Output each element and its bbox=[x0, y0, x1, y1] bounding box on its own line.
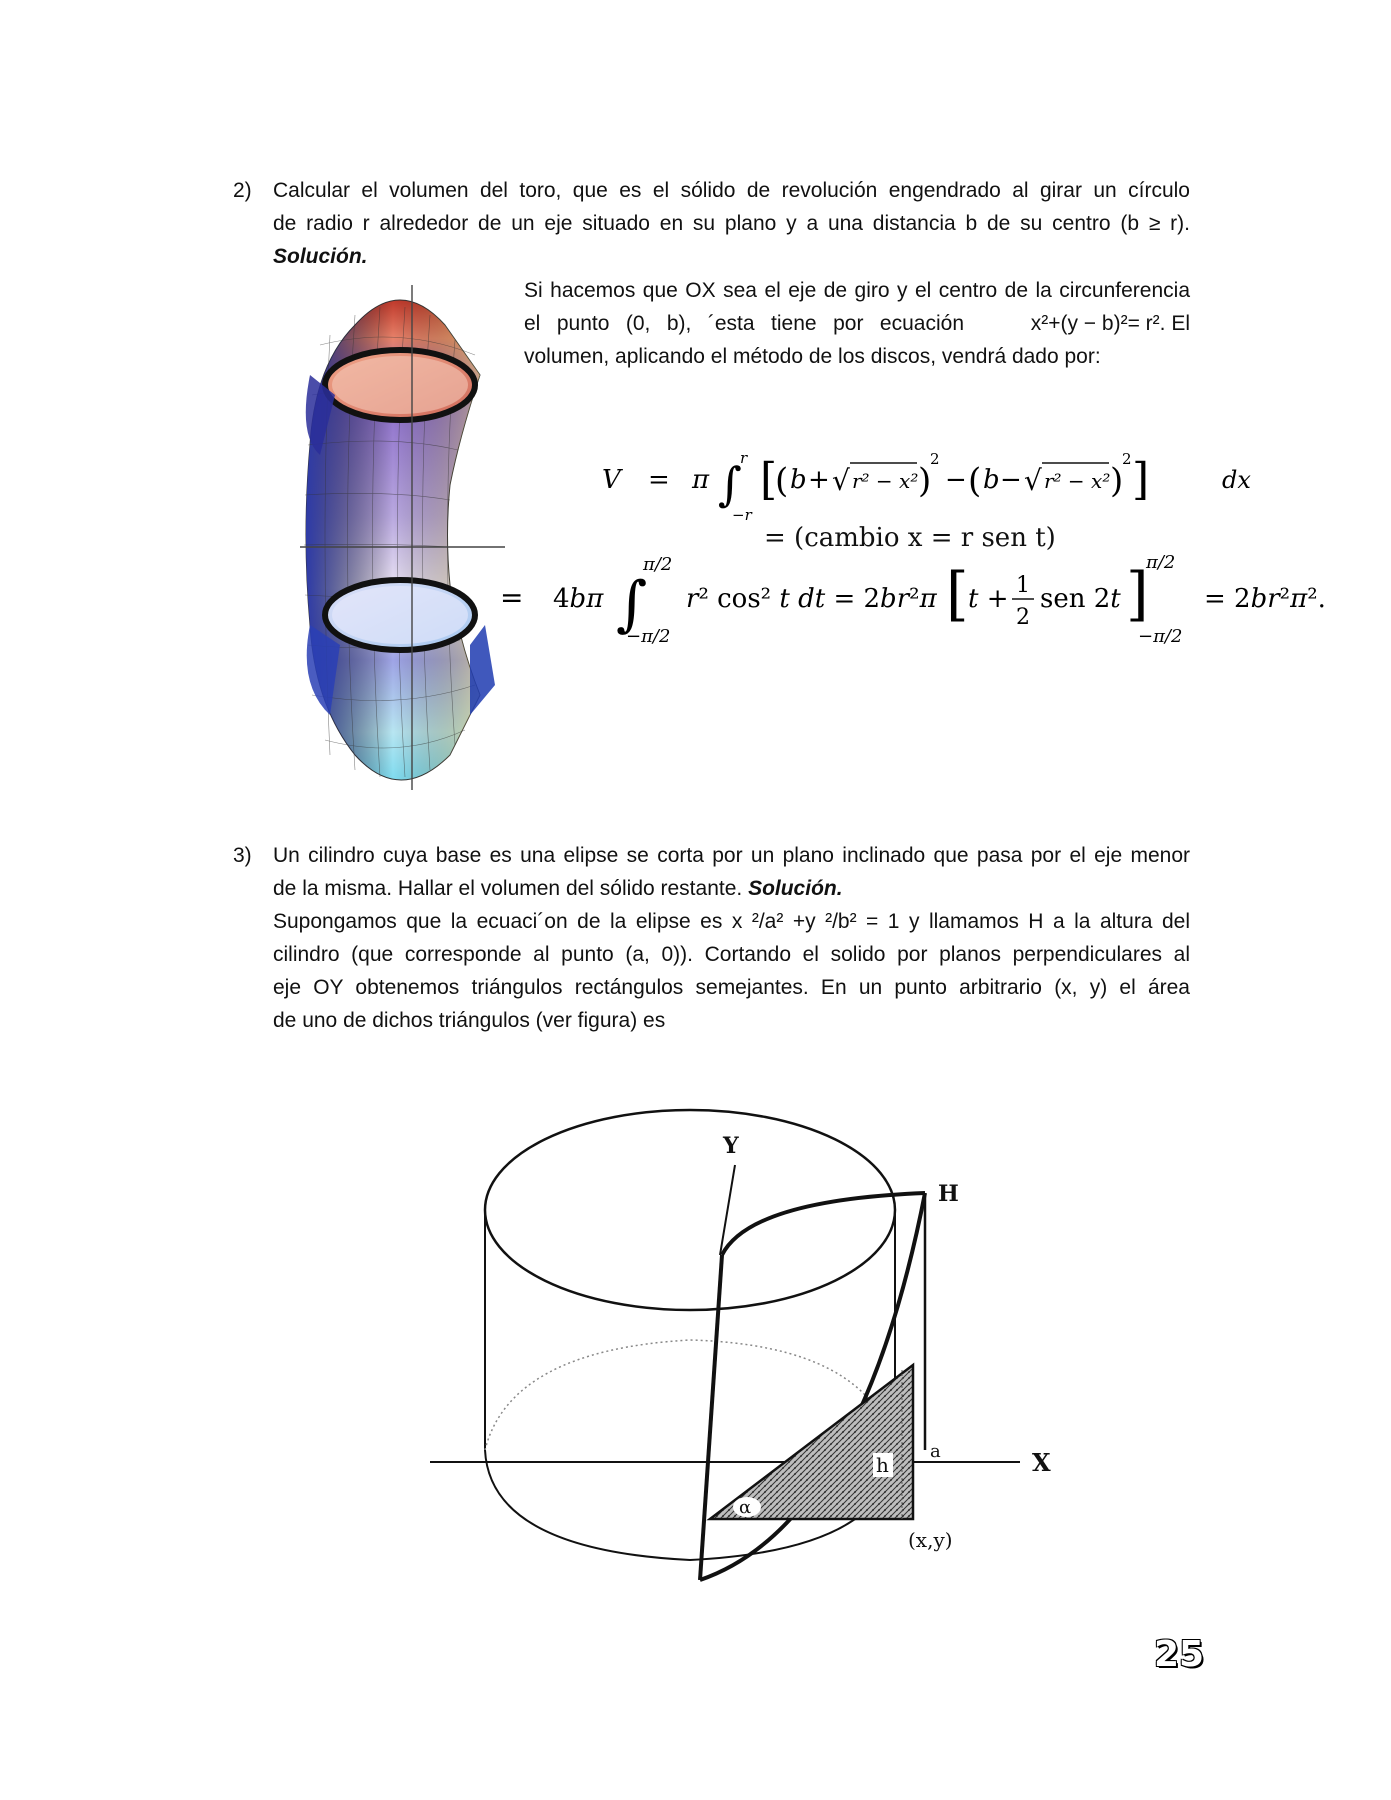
svg-text:2: 2 bbox=[1122, 450, 1132, 468]
svg-text:sen 2t: sen 2t bbox=[1040, 584, 1121, 614]
problem-3-line-2-text: de la misma. Hallar el volumen del sólido restante. bbox=[273, 877, 743, 900]
equation-3-render bbox=[498, 552, 1343, 652]
problem-3-line-4: cilindro (que corresponde al punto (a, 0)). Cortando el solido por planos perpendiculares al bbox=[273, 943, 1190, 966]
cross-section-triangle bbox=[710, 1365, 913, 1519]
svg-text:√: √ bbox=[832, 464, 850, 497]
svg-text:−: − bbox=[1000, 465, 1022, 495]
problem-2-solution-label: Solución. bbox=[273, 245, 368, 268]
svg-text:∫: ∫ bbox=[616, 569, 648, 639]
equation-1-source bbox=[600, 448, 601, 449]
equation-2-text: = (cambio x = r sen t) bbox=[764, 523, 1056, 553]
svg-text:[: [ bbox=[946, 560, 969, 628]
page-number: 25 bbox=[1154, 1634, 1205, 1675]
label-h-top: H bbox=[938, 1181, 959, 1207]
svg-text:b: b bbox=[790, 465, 807, 495]
equation-line-2 bbox=[764, 523, 1056, 553]
svg-text:1: 1 bbox=[1016, 573, 1030, 598]
svg-text:r² − x²: r² − x² bbox=[852, 469, 919, 493]
label-a: a bbox=[930, 1441, 941, 1462]
svg-text:r² cos² t dt = 2br²π: r² cos² t dt = 2br²π bbox=[686, 584, 937, 614]
problem-3-line-2 bbox=[273, 872, 843, 905]
svg-text:(: ( bbox=[968, 461, 982, 501]
svg-text:(: ( bbox=[775, 461, 789, 501]
label-x: X bbox=[1032, 1448, 1051, 1477]
equation-3-source bbox=[498, 552, 499, 553]
svg-text:π/2: π/2 bbox=[1146, 552, 1176, 573]
svg-text:−π/2: −π/2 bbox=[1138, 626, 1183, 647]
svg-text:): ) bbox=[1110, 461, 1124, 501]
svg-text:V: V bbox=[602, 465, 621, 495]
problem-3-solution-label: Solución. bbox=[748, 877, 843, 900]
equation-line-1 bbox=[600, 448, 1270, 535]
label-y: Y bbox=[723, 1133, 739, 1159]
problem-2-para-line-2a: el punto (0, b), ´esta tiene por ecuación bbox=[524, 312, 964, 335]
svg-text:−r: −r bbox=[732, 506, 752, 524]
svg-text:π/2: π/2 bbox=[643, 554, 673, 575]
problem-2-number: 2) bbox=[233, 179, 252, 202]
svg-text:]: ] bbox=[1126, 560, 1149, 628]
svg-text:]: ] bbox=[1132, 454, 1150, 505]
svg-text:∫: ∫ bbox=[718, 457, 742, 511]
svg-text:+: + bbox=[808, 465, 830, 495]
svg-text:2: 2 bbox=[1016, 605, 1030, 630]
svg-text:=: = bbox=[500, 581, 524, 614]
svg-text:r² − x²: r² − x² bbox=[1044, 469, 1111, 493]
svg-text:dx: dx bbox=[1222, 466, 1251, 494]
equation-1-render bbox=[600, 448, 1270, 528]
svg-text:t +: t + bbox=[968, 584, 1009, 614]
svg-text:−: − bbox=[945, 465, 967, 495]
problem-3-line-1: Un cilindro cuya base es una elipse se corta por un plano inclinado que pasa por el eje menor bbox=[273, 844, 1190, 867]
svg-text:= 2br²π².: = 2br²π². bbox=[1204, 584, 1326, 614]
problem-3-line-3: Supongamos que la ecuaci´on de la elipse es x ²/a² +y ²/b² = 1 y llamamos H a la altura del bbox=[273, 910, 1190, 933]
label-h: h bbox=[876, 1453, 889, 1477]
problem-2-para-line-1: Si hacemos que OX sea el eje de giro y el centro de la circunferencia bbox=[524, 279, 1190, 302]
problem-3-line-5: eje OY obtenemos triángulos rectángulos semejantes. En un punto arbitrario (x, y) el área bbox=[273, 976, 1190, 999]
svg-text:−π/2: −π/2 bbox=[626, 626, 671, 647]
cylinder-top-ellipse bbox=[485, 1110, 895, 1310]
problem-2-para-line-3: volumen, aplicando el método de los discos, vendrá dado por: bbox=[524, 345, 1101, 368]
svg-text:π: π bbox=[692, 465, 710, 495]
label-alpha: α bbox=[739, 1497, 752, 1518]
problem-2-line-2: de radio r alrededor de un eje situado en su plano y a una distancia b de su centro (b ≥ r). bbox=[273, 212, 1190, 235]
torus-figure bbox=[300, 285, 505, 790]
svg-text:): ) bbox=[918, 461, 932, 501]
svg-text:2: 2 bbox=[930, 450, 940, 468]
svg-text:4bπ: 4bπ bbox=[553, 584, 604, 614]
svg-text:[: [ bbox=[760, 454, 778, 505]
problem-2-line-1: Calcular el volumen del toro, que es el sólido de revolución engendrado al girar un círculo bbox=[273, 179, 1190, 202]
svg-text:b: b bbox=[983, 465, 1000, 495]
cylinder-figure bbox=[420, 1105, 1080, 1585]
problem-3-line-6: de uno de dichos triángulos (ver figura) es bbox=[273, 1009, 666, 1032]
problem-3-number: 3) bbox=[233, 844, 252, 867]
svg-text:√: √ bbox=[1024, 464, 1042, 497]
svg-text:r: r bbox=[740, 449, 748, 467]
problem-2-para-line-2b: x²+(y − b)²= r². El bbox=[1030, 312, 1190, 335]
equation-line-3 bbox=[498, 552, 1343, 659]
svg-text:=: = bbox=[648, 465, 670, 495]
label-xy: (x,y) bbox=[908, 1528, 953, 1552]
